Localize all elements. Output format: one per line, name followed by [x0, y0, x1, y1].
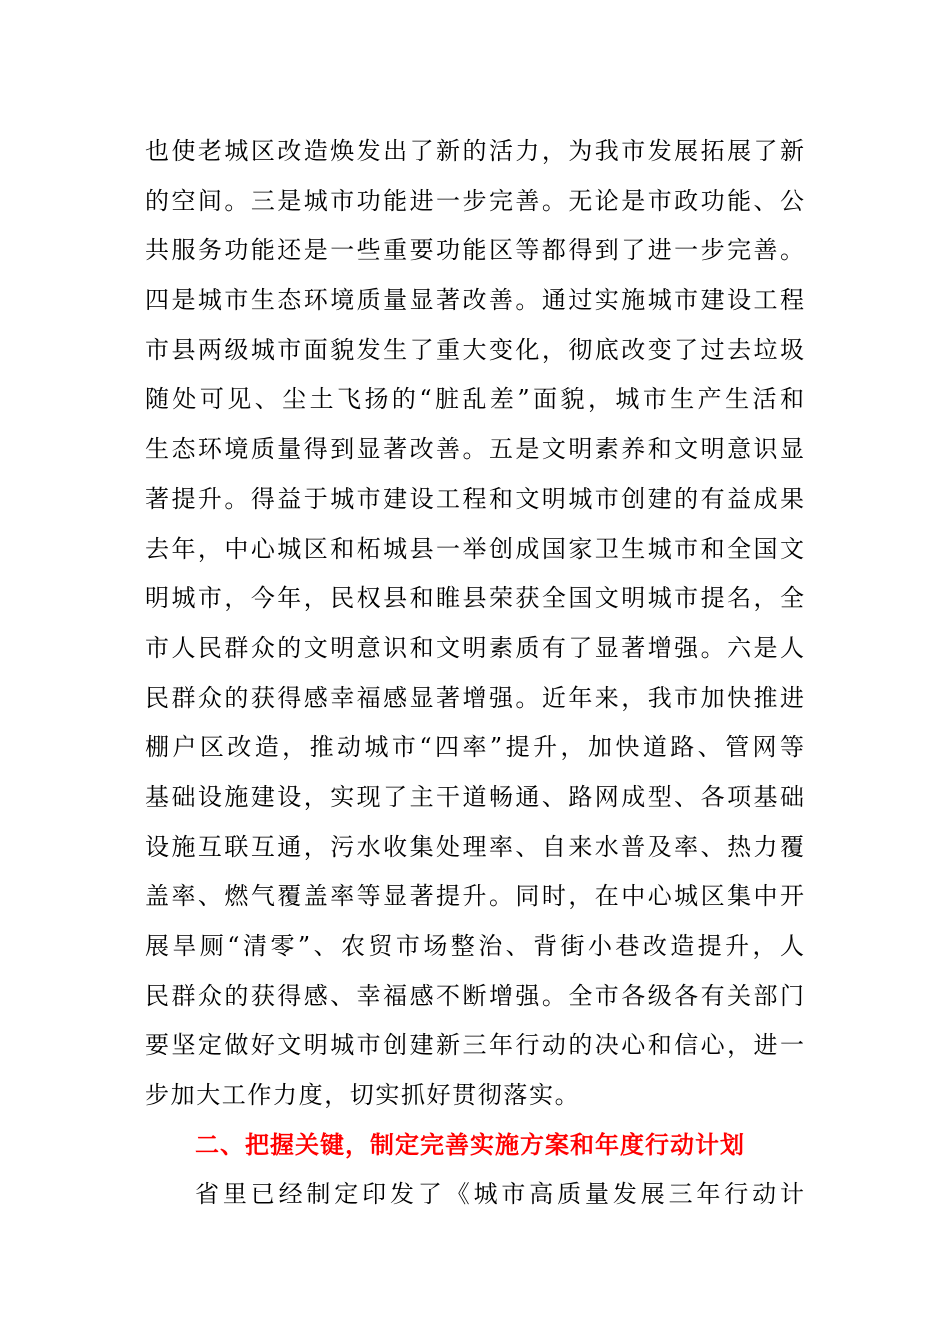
paragraph-last-line: 步加大工作力度，切实抓好贯彻落实。	[145, 1081, 581, 1110]
paragraph-line: 共服务功能还是一些重要功能区等都得到了进一步完善。	[145, 236, 805, 265]
paragraph-first-line: 省里已经制定印发了《城市高质量发展三年行动计	[195, 1180, 805, 1209]
paragraph-line: 随处可见、尘土飞扬的“脏乱差”面貌，城市生产生活和	[145, 385, 805, 414]
paragraph-line: 民群众的获得感幸福感显著增强。近年来，我市加快推进	[145, 683, 805, 712]
paragraph-line: 著提升。得益于城市建设工程和文明城市创建的有益成果	[145, 484, 805, 513]
paragraph-line: 的空间。三是城市功能进一步完善。无论是市政功能、公	[145, 186, 805, 215]
document-body	[145, 127, 825, 1220]
section-heading: 二、把握关键，制定完善实施方案和年度行动计划	[195, 1130, 745, 1159]
paragraph-line: 市人民群众的文明意识和文明素质有了显著增强。六是人	[145, 633, 805, 662]
paragraph-line: 民群众的获得感、幸福感不断增强。全市各级各有关部门	[145, 981, 805, 1010]
paragraph-line: 要坚定做好文明城市创建新三年行动的决心和信心，进一	[145, 1031, 805, 1060]
paragraph-line: 设施互联互通，污水收集处理率、自来水普及率、热力覆	[145, 832, 805, 861]
paragraph-line: 生态环境质量得到显著改善。五是文明素养和文明意识显	[145, 435, 805, 464]
paragraph-line: 市县两级城市面貌发生了重大变化，彻底改变了过去垃圾	[145, 335, 805, 364]
paragraph-line: 去年，中心城区和柘城县一举创成国家卫生城市和全国文	[145, 534, 805, 563]
paragraph-line: 展旱厕“清零”、农贸市场整治、背街小巷改造提升，人	[145, 932, 805, 960]
paragraph-line: 四是城市生态环境质量显著改善。通过实施城市建设工程	[145, 286, 805, 315]
paragraph-line: 明城市，今年，民权县和睢县荣获全国文明城市提名，全	[145, 584, 805, 613]
paragraph-line: 盖率、燃气覆盖率等显著提升。同时，在中心城区集中开	[145, 882, 805, 911]
paragraph-line: 也使老城区改造焕发出了新的活力，为我市发展拓展了新	[145, 137, 805, 165]
paragraph-line: 棚户区改造，推动城市“四率”提升，加快道路、管网等	[145, 733, 805, 762]
paragraph-line: 基础设施建设，实现了主干道畅通、路网成型、各项基础	[145, 782, 805, 811]
